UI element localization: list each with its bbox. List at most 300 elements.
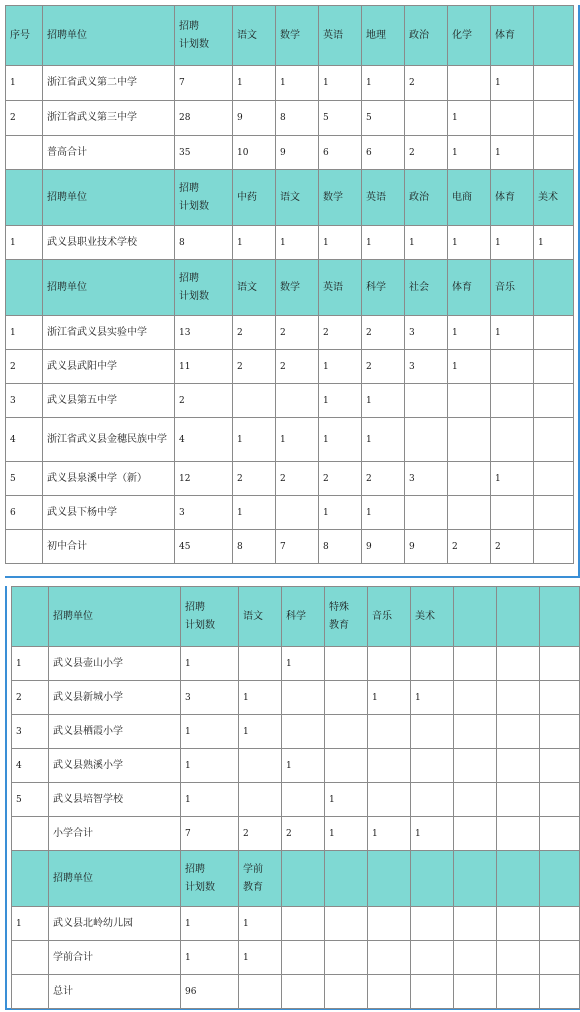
header-cell: [276, 260, 319, 316]
header-cell: [534, 260, 574, 316]
table-cell: 3: [405, 350, 448, 384]
table-cell: 7: [276, 530, 319, 564]
table-cell: 2: [362, 462, 405, 496]
unit-name-cell: 学前合计: [49, 941, 181, 975]
table-cell: 1: [491, 66, 534, 101]
table-cell: 2: [233, 316, 276, 350]
header-label: 美术: [415, 610, 435, 622]
table-cell: 1: [319, 384, 362, 418]
header-cell: [181, 851, 239, 907]
table-cell: [325, 941, 368, 975]
header-cell: [43, 260, 175, 316]
table-cell: 1: [448, 136, 491, 170]
table-cell: [6, 530, 43, 564]
table-cell: 2: [448, 530, 491, 564]
header-label: 数学: [280, 281, 300, 293]
table-cell: [239, 975, 282, 1009]
table-cell: 1: [239, 907, 282, 941]
header-cell: [276, 6, 319, 66]
header-label: 体育: [495, 29, 515, 41]
table-cell: 1: [411, 681, 454, 715]
table-cell: 1: [181, 941, 239, 975]
header-label: 招聘单位: [47, 29, 87, 41]
table-cell: 1: [6, 66, 43, 101]
header-label: 美术: [538, 191, 558, 203]
table-cell: 1: [239, 941, 282, 975]
table-cell: 1: [319, 226, 362, 260]
table-cell: [497, 975, 540, 1009]
table-cell: 8: [233, 530, 276, 564]
table-cell: [325, 715, 368, 749]
table-cell: 5: [6, 462, 43, 496]
table-cell: [497, 783, 540, 817]
table-cell: 2: [6, 350, 43, 384]
table-cell: 6: [319, 136, 362, 170]
table-cell: 1: [362, 384, 405, 418]
table-cell: 1: [362, 66, 405, 101]
unit-name-cell: 武义县泉溪中学（新）: [43, 462, 175, 496]
table-cell: 1: [12, 907, 49, 941]
table-cell: 2: [239, 817, 282, 851]
header-label: 语文: [237, 281, 257, 293]
table-cell: [491, 418, 534, 462]
table-row: [12, 681, 580, 715]
header-label: 语文: [280, 191, 300, 203]
unit-name-cell: 浙江省武义县实验中学: [43, 316, 175, 350]
table-cell: [12, 817, 49, 851]
header-label: 计划数: [185, 881, 215, 893]
header-cell: [49, 587, 181, 647]
header-label: 中药: [237, 191, 257, 203]
table-cell: [534, 496, 574, 530]
header-cell: [282, 851, 325, 907]
header-cell: [319, 260, 362, 316]
table-cell: 1: [6, 316, 43, 350]
table-cell: [411, 715, 454, 749]
header-label: 音乐: [372, 610, 392, 622]
table-cell: 1: [325, 783, 368, 817]
table-cell: [368, 783, 411, 817]
unit-name-cell: 武义县培智学校: [49, 783, 181, 817]
table-cell: 1: [362, 226, 405, 260]
header-label: 体育: [495, 191, 515, 203]
header-label: 科学: [286, 610, 306, 622]
unit-name-cell: 武义县职业技术学校: [43, 226, 175, 260]
table-cell: [497, 907, 540, 941]
header-row: [6, 260, 574, 316]
table-cell: 1: [368, 817, 411, 851]
header-cell: [175, 260, 233, 316]
table-cell: 1: [448, 350, 491, 384]
table-row: [6, 101, 574, 136]
table-cell: 1: [276, 66, 319, 101]
table-cell: [534, 136, 574, 170]
table-cell: [12, 975, 49, 1009]
table-cell: 1: [276, 226, 319, 260]
table-cell: 2: [405, 136, 448, 170]
table-cell: 1: [368, 681, 411, 715]
table-row: [12, 783, 580, 817]
table-cell: [282, 975, 325, 1009]
table-cell: 8: [175, 226, 233, 260]
table-cell: [368, 975, 411, 1009]
table-row: [6, 418, 574, 462]
unit-name-cell: 武义县第五中学: [43, 384, 175, 418]
header-label: 招聘: [185, 601, 205, 613]
table-cell: 1: [6, 226, 43, 260]
header-cell: [497, 851, 540, 907]
header-cell: [540, 851, 580, 907]
table-cell: [491, 496, 534, 530]
table-cell: [540, 715, 580, 749]
table-cell: [534, 462, 574, 496]
header-cell: [368, 587, 411, 647]
header-cell: [540, 587, 580, 647]
table-cell: 1: [319, 496, 362, 530]
table-cell: 2: [276, 350, 319, 384]
header-cell: [6, 260, 43, 316]
table-cell: [325, 647, 368, 681]
unit-name-cell: 普高合计: [43, 136, 175, 170]
header-cell: [319, 170, 362, 226]
table-cell: 1: [276, 418, 319, 462]
table-cell: [239, 647, 282, 681]
table-cell: [454, 941, 497, 975]
table-cell: 3: [6, 384, 43, 418]
unit-name-cell: 武义县壶山小学: [49, 647, 181, 681]
header-cell: [276, 170, 319, 226]
table-cell: [534, 350, 574, 384]
table-cell: 1: [181, 715, 239, 749]
header-cell: [181, 587, 239, 647]
header-label: 数学: [323, 191, 343, 203]
table-cell: [534, 316, 574, 350]
table-cell: 4: [175, 418, 233, 462]
header-cell: [12, 851, 49, 907]
table-cell: [405, 101, 448, 136]
table-cell: 1: [491, 462, 534, 496]
table-cell: [448, 462, 491, 496]
table-cell: 1: [319, 66, 362, 101]
header-label: 英语: [323, 29, 343, 41]
header-label: 特殊: [329, 601, 349, 613]
table-cell: 11: [175, 350, 233, 384]
table-cell: 2: [276, 462, 319, 496]
table-cell: 1: [325, 817, 368, 851]
header-cell: [491, 260, 534, 316]
header-cell: [405, 170, 448, 226]
header-cell: [368, 851, 411, 907]
header-label: 语文: [237, 29, 257, 41]
table-cell: 2: [12, 681, 49, 715]
table-cell: [368, 647, 411, 681]
table-cell: [540, 647, 580, 681]
table-cell: 1: [491, 136, 534, 170]
header-cell: [319, 6, 362, 66]
table-cell: [282, 783, 325, 817]
table-row: [12, 975, 580, 1009]
header-cell: [362, 260, 405, 316]
table-cell: 9: [276, 136, 319, 170]
header-cell: [233, 260, 276, 316]
table-cell: 1: [239, 681, 282, 715]
table-cell: [454, 715, 497, 749]
header-cell: [491, 170, 534, 226]
table-row: [12, 715, 580, 749]
header-cell: [497, 587, 540, 647]
table-cell: [534, 66, 574, 101]
header-cell: [175, 170, 233, 226]
header-label: 序号: [10, 29, 30, 41]
table-cell: [282, 941, 325, 975]
table-cell: [411, 783, 454, 817]
table-cell: 2: [175, 384, 233, 418]
table-cell: [411, 941, 454, 975]
header-cell: [239, 851, 282, 907]
table-cell: 12: [175, 462, 233, 496]
header-cell: [491, 6, 534, 66]
table-row: [6, 384, 574, 418]
table-cell: 13: [175, 316, 233, 350]
table-cell: 1: [491, 226, 534, 260]
header-label: 招聘单位: [53, 872, 93, 884]
table-cell: [540, 817, 580, 851]
table-cell: 1: [233, 418, 276, 462]
table-cell: 2: [319, 462, 362, 496]
unit-name-cell: 浙江省武义县金穗民族中学: [43, 418, 175, 462]
table-cell: [411, 647, 454, 681]
header-cell: [362, 170, 405, 226]
header-label: 社会: [409, 281, 429, 293]
table-cell: [448, 66, 491, 101]
table-cell: 1: [239, 715, 282, 749]
header-row: [6, 6, 574, 66]
header-cell: [534, 170, 574, 226]
table-cell: 1: [405, 226, 448, 260]
table-cell: [282, 907, 325, 941]
table-cell: 10: [233, 136, 276, 170]
table-cell: 2: [319, 316, 362, 350]
header-cell: [6, 6, 43, 66]
table-row: [6, 530, 574, 564]
table-cell: 2: [6, 101, 43, 136]
table-cell: [405, 496, 448, 530]
table-cell: 1: [319, 418, 362, 462]
unit-name-cell: 浙江省武义第二中学: [43, 66, 175, 101]
table-cell: [491, 101, 534, 136]
header-cell: [325, 587, 368, 647]
table-cell: 6: [362, 136, 405, 170]
table-cell: [540, 783, 580, 817]
table-cell: [276, 384, 319, 418]
table-cell: 3: [405, 316, 448, 350]
table-cell: [540, 681, 580, 715]
table-cell: 2: [362, 316, 405, 350]
table-cell: 6: [6, 496, 43, 530]
table-cell: [239, 749, 282, 783]
header-cell: [454, 851, 497, 907]
table-cell: 1: [411, 817, 454, 851]
table-cell: 1: [362, 496, 405, 530]
table-cell: [454, 749, 497, 783]
header-label: 计划数: [179, 200, 209, 212]
table-cell: 2: [405, 66, 448, 101]
header-label: 体育: [452, 281, 472, 293]
table-cell: [497, 941, 540, 975]
header-cell: [454, 587, 497, 647]
table-cell: 1: [534, 226, 574, 260]
table-cell: 1: [282, 647, 325, 681]
header-cell: [362, 6, 405, 66]
header-cell: [233, 6, 276, 66]
table-cell: [491, 350, 534, 384]
header-label: 计划数: [179, 290, 209, 302]
table-cell: [497, 817, 540, 851]
table-cell: [540, 749, 580, 783]
header-label: 语文: [243, 610, 263, 622]
unit-name-cell: 武义县栖霞小学: [49, 715, 181, 749]
table-row: [6, 350, 574, 384]
header-label: 政治: [409, 191, 429, 203]
header-cell: [239, 587, 282, 647]
header-cell: [405, 6, 448, 66]
table-cell: [325, 749, 368, 783]
table-cell: [491, 384, 534, 418]
table-cell: 8: [319, 530, 362, 564]
table-cell: 1: [181, 647, 239, 681]
table-cell: 4: [12, 749, 49, 783]
header-label: 电商: [452, 191, 472, 203]
table-cell: 2: [491, 530, 534, 564]
table-cell: 1: [362, 418, 405, 462]
header-cell: [12, 587, 49, 647]
table-cell: [325, 975, 368, 1009]
unit-name-cell: 武义县熟溪小学: [49, 749, 181, 783]
table-cell: [405, 384, 448, 418]
table-row: [6, 66, 574, 101]
table-cell: [325, 907, 368, 941]
table-cell: 9: [405, 530, 448, 564]
table-cell: [276, 496, 319, 530]
table-cell: [411, 975, 454, 1009]
table-cell: 5: [362, 101, 405, 136]
table-cell: 4: [6, 418, 43, 462]
table-cell: [534, 418, 574, 462]
table-cell: 35: [175, 136, 233, 170]
table-cell: 3: [405, 462, 448, 496]
header-label: 学前: [243, 863, 263, 875]
table-cell: [368, 715, 411, 749]
table-cell: [497, 715, 540, 749]
table-cell: 1: [181, 749, 239, 783]
unit-name-cell: 武义县北岭幼儿园: [49, 907, 181, 941]
header-label: 化学: [452, 29, 472, 41]
table-cell: 96: [181, 975, 239, 1009]
table-cell: [540, 907, 580, 941]
table-cell: 9: [233, 101, 276, 136]
header-label: 计划数: [185, 619, 215, 631]
unit-name-cell: 武义县下杨中学: [43, 496, 175, 530]
table-cell: [448, 384, 491, 418]
table-cell: [411, 907, 454, 941]
header-label: 政治: [409, 29, 429, 41]
table-cell: 5: [319, 101, 362, 136]
header-label: 招聘: [179, 272, 199, 284]
header-cell: [43, 170, 175, 226]
header-cell: [49, 851, 181, 907]
table-cell: 1: [233, 496, 276, 530]
table-cell: [497, 647, 540, 681]
table-cell: 3: [12, 715, 49, 749]
header-label: 计划数: [179, 38, 209, 50]
unit-name-cell: 武义县新城小学: [49, 681, 181, 715]
table-row: [12, 647, 580, 681]
table-cell: 1: [448, 316, 491, 350]
header-label: 招聘: [179, 182, 199, 194]
header-label: 英语: [366, 191, 386, 203]
table-cell: [282, 715, 325, 749]
header-cell: [233, 170, 276, 226]
header-label: 教育: [329, 619, 349, 631]
table-cell: 8: [276, 101, 319, 136]
header-label: 地理: [366, 29, 386, 41]
table-cell: [325, 681, 368, 715]
header-cell: [448, 170, 491, 226]
table-row: [6, 462, 574, 496]
recruitment-table-secondary-panel: [5, 5, 580, 578]
table-cell: [368, 941, 411, 975]
recruitment-table-primary-panel: [5, 586, 580, 1010]
header-cell: [43, 6, 175, 66]
recruitment-table-secondary: [5, 5, 574, 564]
unit-name-cell: 初中合计: [43, 530, 175, 564]
header-row: [6, 170, 574, 226]
header-label: 招聘单位: [53, 610, 93, 622]
header-cell: [405, 260, 448, 316]
header-cell: [175, 6, 233, 66]
table-cell: 3: [175, 496, 233, 530]
header-label: 音乐: [495, 281, 515, 293]
table-row: [6, 226, 574, 260]
recruitment-table-primary: [11, 586, 580, 1009]
table-cell: 45: [175, 530, 233, 564]
table-cell: 2: [276, 316, 319, 350]
table-cell: 2: [233, 350, 276, 384]
table-cell: 5: [12, 783, 49, 817]
table-cell: 1: [319, 350, 362, 384]
table-row: [6, 136, 574, 170]
table-cell: [233, 384, 276, 418]
table-cell: [454, 907, 497, 941]
table-row: [12, 941, 580, 975]
header-row: [12, 851, 580, 907]
table-cell: [454, 975, 497, 1009]
table-cell: [454, 647, 497, 681]
table-cell: 1: [282, 749, 325, 783]
header-label: 教育: [243, 881, 263, 893]
table-cell: [368, 907, 411, 941]
unit-name-cell: 总计: [49, 975, 181, 1009]
table-row: [6, 496, 574, 530]
table-row: [12, 907, 580, 941]
table-cell: [497, 681, 540, 715]
table-cell: 1: [181, 783, 239, 817]
table-cell: [540, 975, 580, 1009]
table-cell: 1: [12, 647, 49, 681]
table-cell: 2: [233, 462, 276, 496]
table-cell: [534, 384, 574, 418]
table-cell: [454, 681, 497, 715]
